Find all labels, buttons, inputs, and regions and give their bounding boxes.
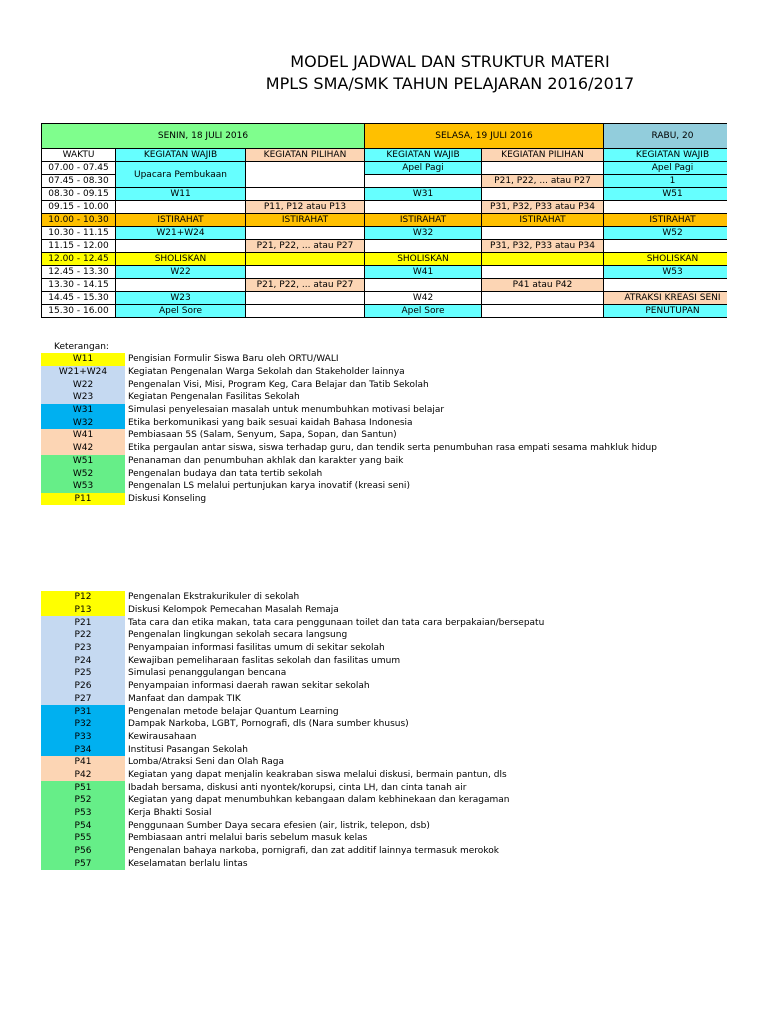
activity-cell bbox=[604, 240, 728, 253]
legend-row bbox=[41, 845, 544, 858]
time-cell: 10.00 - 10.30 bbox=[42, 214, 116, 227]
activity-cell bbox=[246, 227, 365, 240]
activity-cell bbox=[482, 162, 604, 175]
activity-cell: P31, P32, P33 atau P34 bbox=[482, 240, 604, 253]
legend-code: W31 bbox=[41, 404, 125, 417]
legend-code: W53 bbox=[41, 480, 125, 493]
legend-code: P55 bbox=[41, 832, 125, 845]
legend-description: Institusi Pasangan Sekolah bbox=[128, 744, 248, 755]
schedule-row bbox=[42, 188, 728, 201]
legend-code: P54 bbox=[41, 819, 125, 832]
legend-row bbox=[41, 629, 544, 642]
legend-description: Kerja Bhakti Sosial bbox=[128, 808, 212, 819]
legend-code: P53 bbox=[41, 807, 125, 820]
column-header: KEGIATAN WAJIB bbox=[604, 149, 728, 162]
activity-cell: SHOLISKAN bbox=[604, 253, 728, 266]
legend-code: P22 bbox=[41, 629, 125, 642]
time-cell: 14.45 - 15.30 bbox=[42, 292, 116, 305]
activity-cell: P21, P22, ... atau P27 bbox=[246, 240, 365, 253]
legend-code: P27 bbox=[41, 693, 125, 706]
upacara-cell: Upacara Pembukaan bbox=[116, 162, 246, 188]
activity-cell: W31 bbox=[365, 188, 482, 201]
activity-cell: P11, P12 atau P13 bbox=[246, 201, 365, 214]
legend-table-w bbox=[41, 353, 657, 505]
time-cell: 13.30 - 14.15 bbox=[42, 279, 116, 292]
legend-description: Keselamatan berlalu lintas bbox=[128, 858, 248, 869]
activity-cell: W42 bbox=[365, 292, 482, 305]
activity-cell: ISTIRAHAT bbox=[116, 214, 246, 227]
legend-row bbox=[41, 366, 657, 379]
legend-code: P25 bbox=[41, 667, 125, 680]
activity-cell: W11 bbox=[116, 188, 246, 201]
empty-cell bbox=[246, 162, 365, 188]
activity-cell bbox=[246, 305, 365, 318]
legend-description: Etika berkomunikasi yang baik sesuai kaidah Bahasa Indonesia bbox=[128, 417, 413, 428]
legend-description: Diskusi Konseling bbox=[128, 493, 207, 504]
activity-cell: W52 bbox=[604, 227, 728, 240]
legend-description: Pembiasaan 5S (Salam, Senyum, Sapa, Sopan, dan Santun) bbox=[128, 430, 397, 441]
activity-cell: ISTIRAHAT bbox=[365, 214, 482, 227]
activity-cell bbox=[604, 279, 728, 292]
legend-code: W32 bbox=[41, 416, 125, 429]
legend-row bbox=[41, 731, 544, 744]
time-cell: 12.45 - 13.30 bbox=[42, 266, 116, 279]
legend-code: P56 bbox=[41, 845, 125, 858]
legend-code: P42 bbox=[41, 769, 125, 782]
legend-code: P32 bbox=[41, 718, 125, 731]
day-header-senin: SENIN, 18 JULI 2016 bbox=[42, 124, 365, 149]
legend-description: Kegiatan yang dapat menjalin keakraban siswa melalui diskusi, bermain pantun, dls bbox=[128, 769, 507, 780]
document-title-line1: MODEL JADWAL DAN STRUKTUR MATERI bbox=[290, 52, 610, 71]
legend-row bbox=[41, 756, 544, 769]
schedule-row bbox=[42, 305, 728, 318]
legend-row bbox=[41, 467, 657, 480]
activity-cell bbox=[246, 188, 365, 201]
legend-description: Kegiatan yang dapat menumbuhkan kebangaan dalam kebhinekaan dan keragaman bbox=[128, 795, 510, 806]
legend-description: Etika pergaulan antar siswa, siswa terhadap guru, dan tendik serta penumbuhan rasa empati sesama mahkluk hidup bbox=[128, 443, 657, 454]
legend-code: W42 bbox=[41, 442, 125, 455]
schedule-row bbox=[42, 214, 728, 227]
legend-code: P21 bbox=[41, 616, 125, 629]
activity-cell: 1 bbox=[604, 175, 728, 188]
legend-row bbox=[41, 353, 657, 366]
activity-cell bbox=[482, 305, 604, 318]
activity-cell bbox=[482, 188, 604, 201]
activity-cell bbox=[116, 240, 246, 253]
legend-description: Manfaat dan dampak TIK bbox=[128, 693, 241, 704]
column-header: KEGIATAN PILIHAN bbox=[482, 149, 604, 162]
schedule-row bbox=[42, 162, 728, 175]
legend-row bbox=[41, 680, 544, 693]
legend-row bbox=[41, 769, 544, 782]
legend-code: W23 bbox=[41, 391, 125, 404]
legend-row bbox=[41, 667, 544, 680]
legend-description: Pengenalan budaya dan tata tertib sekolah bbox=[128, 468, 323, 479]
legend-description: Kegiatan Pengenalan Fasilitas Sekolah bbox=[128, 392, 300, 403]
time-cell: 08.30 - 09.15 bbox=[42, 188, 116, 201]
activity-cell bbox=[246, 266, 365, 279]
activity-cell: W32 bbox=[365, 227, 482, 240]
time-cell: 12.00 - 12.45 bbox=[42, 253, 116, 266]
day-header-row bbox=[42, 124, 728, 149]
legend-row bbox=[41, 429, 657, 442]
activity-cell: P21, P22, ... atau P27 bbox=[246, 279, 365, 292]
activity-cell: W53 bbox=[604, 266, 728, 279]
activity-cell bbox=[482, 227, 604, 240]
legend-code: W52 bbox=[41, 467, 125, 480]
legend-row bbox=[41, 794, 544, 807]
legend-row bbox=[41, 404, 657, 417]
activity-cell: ISTIRAHAT bbox=[482, 214, 604, 227]
legend-row bbox=[41, 781, 544, 794]
activity-cell: P31, P32, P33 atau P34 bbox=[482, 201, 604, 214]
legend-code: P31 bbox=[41, 705, 125, 718]
legend-row bbox=[41, 718, 544, 731]
time-cell: 11.15 - 12.00 bbox=[42, 240, 116, 253]
time-cell: 07.45 - 08.30 bbox=[42, 175, 116, 188]
legend-row bbox=[41, 378, 657, 391]
schedule-row bbox=[42, 292, 728, 305]
legend-row bbox=[41, 743, 544, 756]
activity-cell: W21+W24 bbox=[116, 227, 246, 240]
legend-description: Pengenalan lingkungan sekolah secara langsung bbox=[128, 630, 348, 641]
schedule-viewport bbox=[0, 0, 727, 340]
legend-description: Pengenalan Ekstrakurikuler di sekolah bbox=[128, 592, 300, 603]
legend-row bbox=[41, 455, 657, 468]
activity-cell: ISTIRAHAT bbox=[604, 214, 728, 227]
legend-row bbox=[41, 642, 544, 655]
activity-cell bbox=[365, 175, 482, 188]
activity-cell: ISTIRAHAT bbox=[246, 214, 365, 227]
legend-description: Ibadah bersama, diskusi anti nyontek/korupsi, cinta LH, dan cinta tanah air bbox=[128, 782, 467, 793]
legend-code: P34 bbox=[41, 743, 125, 756]
day-header-selasa: SELASA, 19 JULI 2016 bbox=[365, 124, 604, 149]
time-cell: 15.30 - 16.00 bbox=[42, 305, 116, 318]
legend-description: Penyampaian informasi fasilitas umum di sekitar sekolah bbox=[128, 643, 385, 654]
activity-cell bbox=[482, 292, 604, 305]
activity-cell: SHOLISKAN bbox=[116, 253, 246, 266]
activity-cell: W23 bbox=[116, 292, 246, 305]
legend-code: P41 bbox=[41, 756, 125, 769]
legend-row bbox=[41, 493, 657, 506]
legend-description: Pengenalan LS melalui pertunjukan karya inovatif (kreasi seni) bbox=[128, 481, 410, 492]
schedule-table bbox=[41, 123, 727, 318]
schedule-row bbox=[42, 227, 728, 240]
schedule-row bbox=[42, 253, 728, 266]
activity-cell bbox=[246, 253, 365, 266]
schedule-row bbox=[42, 279, 728, 292]
legend-code: P51 bbox=[41, 781, 125, 794]
legend-description: Penggunaan Sumber Daya secara efesien (air, listrik, telepon, dsb) bbox=[128, 820, 430, 831]
legend-description: Pengenalan metode belajar Quantum Learning bbox=[128, 706, 339, 717]
legend-row bbox=[41, 616, 544, 629]
column-header: WAKTU bbox=[42, 149, 116, 162]
activity-cell bbox=[116, 279, 246, 292]
legend-code: P52 bbox=[41, 794, 125, 807]
column-header: KEGIATAN PILIHAN bbox=[246, 149, 365, 162]
activity-cell: SHOLISKAN bbox=[365, 253, 482, 266]
time-cell: 10.30 - 11.15 bbox=[42, 227, 116, 240]
legend-code: P13 bbox=[41, 604, 125, 617]
legend-row bbox=[41, 604, 544, 617]
activity-cell bbox=[482, 253, 604, 266]
activity-cell: Apel Pagi bbox=[604, 162, 728, 175]
activity-cell: W51 bbox=[604, 188, 728, 201]
schedule-row bbox=[42, 266, 728, 279]
activity-cell bbox=[365, 279, 482, 292]
legend-description: Simulasi penyelesaian masalah untuk menumbuhkan motivasi belajar bbox=[128, 405, 445, 416]
legend-code: P12 bbox=[41, 591, 125, 604]
activity-cell bbox=[365, 240, 482, 253]
legend-description: Penyampaian informasi daerah rawan sekitar sekolah bbox=[128, 681, 370, 692]
activity-cell: PENUTUPAN bbox=[604, 305, 728, 318]
schedule-row bbox=[42, 240, 728, 253]
legend-row bbox=[41, 654, 544, 667]
activity-cell: Apel Sore bbox=[365, 305, 482, 318]
time-cell: 07.00 - 07.45 bbox=[42, 162, 116, 175]
legend-code: P24 bbox=[41, 654, 125, 667]
legend-description: Penanaman dan penumbuhan akhlak dan karakter yang baik bbox=[128, 455, 404, 466]
legend-row bbox=[41, 819, 544, 832]
legend-row bbox=[41, 391, 657, 404]
legend-code: P11 bbox=[41, 493, 125, 506]
legend-description: Kegiatan Pengenalan Warga Sekolah dan Stakeholder lainnya bbox=[128, 367, 405, 378]
legend-code: W21+W24 bbox=[41, 366, 125, 379]
legend-code: P23 bbox=[41, 642, 125, 655]
legend-code: W51 bbox=[41, 455, 125, 468]
activity-cell bbox=[604, 201, 728, 214]
document-title-line2: MPLS SMA/SMK TAHUN PELAJARAN 2016/2017 bbox=[265, 74, 635, 93]
legend-code: P26 bbox=[41, 680, 125, 693]
activity-cell bbox=[482, 266, 604, 279]
legend-row bbox=[41, 832, 544, 845]
legend-description: Kewirausahaan bbox=[128, 731, 197, 742]
legend-row bbox=[41, 416, 657, 429]
legend-description: Pengenalan bahaya narkoba, pornigrafi, dan zat additif lainnya termasuk merokok bbox=[128, 846, 499, 857]
activity-cell: Apel Pagi bbox=[365, 162, 482, 175]
column-header: KEGIATAN WAJIB bbox=[116, 149, 246, 162]
legend-description: Pengenalan Visi, Misi, Program Keg, Cara Belajar dan Tatib Sekolah bbox=[128, 379, 429, 390]
legend-description: Diskusi Kelompok Pemecahan Masalah Remaja bbox=[128, 605, 339, 616]
activity-cell bbox=[365, 201, 482, 214]
day-header-rabu: RABU, 20 bbox=[604, 124, 728, 149]
legend-description: Pembiasaan antri melalui baris sebelum masuk kelas bbox=[128, 833, 368, 844]
legend-table-p bbox=[41, 591, 544, 870]
activity-cell bbox=[116, 201, 246, 214]
legend-code: W22 bbox=[41, 378, 125, 391]
activity-cell bbox=[246, 292, 365, 305]
legend-row bbox=[41, 480, 657, 493]
legend-description: Tata cara dan etika makan, tata cara penggunaan toilet dan tata cara berpakaian/bersepatu bbox=[128, 617, 545, 628]
legend-row bbox=[41, 705, 544, 718]
activity-cell: P41 atau P42 bbox=[482, 279, 604, 292]
legend-row bbox=[41, 857, 544, 870]
legend-row bbox=[41, 442, 657, 455]
legend-description: Pengisian Formulir Siswa Baru oleh ORTU/WALI bbox=[128, 354, 339, 365]
legend-description: Dampak Narkoba, LGBT, Pornografi, dls (Nara sumber khusus) bbox=[128, 719, 409, 730]
activity-cell: ATRAKSI KREASI SENI bbox=[604, 292, 728, 305]
legend-description: Simulasi penanggulangan bencana bbox=[128, 668, 287, 679]
activity-cell: W22 bbox=[116, 266, 246, 279]
legend-row bbox=[41, 591, 544, 604]
time-cell: 09.15 - 10.00 bbox=[42, 201, 116, 214]
activity-cell: W41 bbox=[365, 266, 482, 279]
column-header-row bbox=[42, 149, 728, 162]
schedule-row bbox=[42, 201, 728, 214]
activity-cell: P21, P22, ... atau P27 bbox=[482, 175, 604, 188]
activity-cell: Apel Sore bbox=[116, 305, 246, 318]
legend-code: P57 bbox=[41, 857, 125, 870]
keterangan-label: Keterangan: bbox=[54, 342, 109, 352]
legend-description: Kewajiban pemeliharaan faslitas sekolah dan fasilitas umum bbox=[128, 655, 401, 666]
legend-description: Lomba/Atraksi Seni dan Olah Raga bbox=[128, 757, 284, 768]
legend-row bbox=[41, 807, 544, 820]
legend-code: W11 bbox=[41, 353, 125, 366]
legend-row bbox=[41, 693, 544, 706]
column-header: KEGIATAN WAJIB bbox=[365, 149, 482, 162]
legend-code: P33 bbox=[41, 731, 125, 744]
legend-code: W41 bbox=[41, 429, 125, 442]
